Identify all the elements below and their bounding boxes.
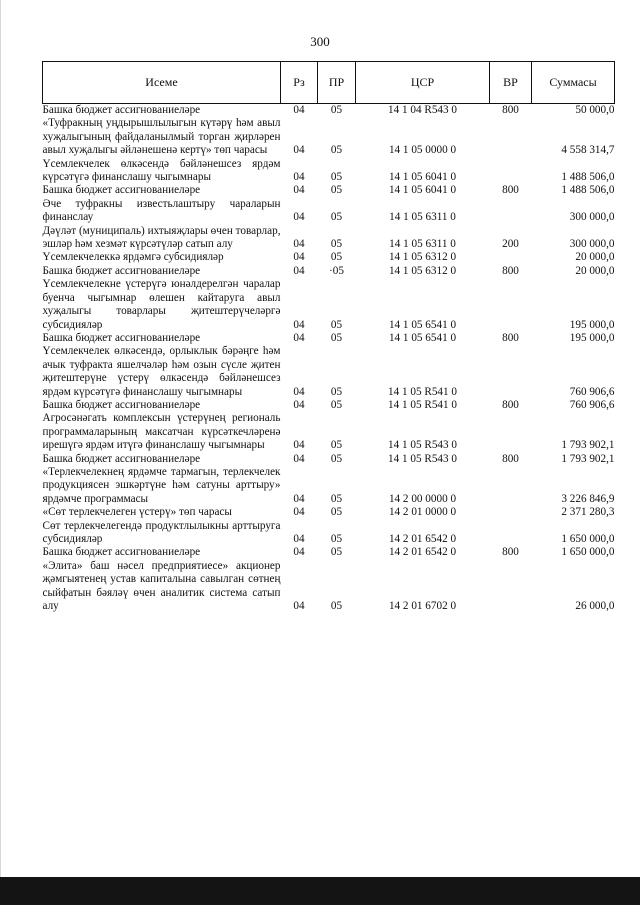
cell-csr: 14 1 05 R541 0 <box>388 385 457 398</box>
cell-sum: 20 000,0 <box>575 264 615 277</box>
cell-sum: 1 488 506,0 <box>561 171 615 184</box>
cell-sum: 26 000,0 <box>575 600 615 613</box>
cell-sum: 760 906,6 <box>569 385 615 398</box>
table-row <box>43 332 615 345</box>
cell-sum: 1 650 000,0 <box>561 546 615 559</box>
budget-table <box>42 61 615 613</box>
cell-csr: 14 1 05 6041 0 <box>388 184 457 197</box>
cell-vr <box>490 278 532 332</box>
cell-pr: 05 <box>330 492 343 505</box>
cell-name: Дәүләт (муниципаль) ихтыяҗлары өчен товарлар, эшләр һәм хезмәт күрсәтүләр сатып алу <box>42 224 281 251</box>
cell-csr: 14 1 05 R543 0 <box>388 452 457 465</box>
cell-name: «Сөт терлекчелеген үстерү» төп чарасы <box>42 506 232 519</box>
cell-sum: 2 371 280,3 <box>561 506 615 519</box>
cell-name: Үсемлекчелеккә ярдәмгә субсидияләр <box>42 251 224 264</box>
cell-csr: 14 1 05 6541 0 <box>388 331 457 344</box>
cell-vr <box>490 466 532 506</box>
table-row <box>43 466 615 506</box>
cell-name: Башка бюджет ассигнованиеләре <box>42 398 201 411</box>
cell-csr: 14 2 01 0000 0 <box>388 506 457 519</box>
cell-pr: 05 <box>330 600 343 613</box>
table-row <box>43 399 615 412</box>
cell-csr: 14 1 04 R543 0 <box>388 104 457 116</box>
table-row <box>43 225 615 252</box>
cell-sum: 760 906,6 <box>569 398 615 411</box>
cell-name: Агросәнәгать комплексын үстерүнең региональ программаларының максатчан күрсәткечләренә ирешүгә ярдәм итүгә финанслашу чыгымнары <box>42 412 281 452</box>
cell-rz: 04 <box>293 533 305 545</box>
cell-pr: 05 <box>330 385 343 398</box>
cell-pr: 05 <box>330 506 343 519</box>
cell-rz: 04 <box>293 144 305 157</box>
table-row <box>43 278 615 332</box>
cell-vr <box>490 560 532 614</box>
cell-pr: ·05 <box>329 264 344 277</box>
cell-rz: 04 <box>293 184 305 197</box>
cell-csr: 14 1 05 6312 0 <box>388 251 457 264</box>
cell-vr: 800 <box>502 184 519 197</box>
cell-csr: 14 1 05 0000 0 <box>388 144 457 157</box>
cell-vr: 200 <box>502 238 519 251</box>
cell-vr <box>490 412 532 452</box>
cell-rz: 04 <box>293 211 305 224</box>
col-header-rz: Рз <box>281 62 318 104</box>
col-header-sum: Суммасы <box>532 62 615 104</box>
cell-vr: 800 <box>502 452 519 465</box>
cell-sum: 195 000,0 <box>569 318 615 331</box>
page-number: 300 <box>310 34 330 49</box>
cell-pr: 05 <box>330 533 343 545</box>
table-row <box>43 251 615 264</box>
col-header-pr: ПР <box>318 62 356 104</box>
cell-rz: 04 <box>293 238 305 251</box>
cell-vr <box>490 345 532 399</box>
cell-name: Сөт терлекчелегендә продуктлылыкны арттыруга субсидияләр <box>42 519 281 545</box>
cell-csr: 14 1 05 6312 0 <box>388 264 457 277</box>
cell-pr: 05 <box>330 251 343 264</box>
cell-name: «Элита» баш нәсел предприятиесе» акционер җәмгыятенең устав капиталына савылган сөтнең сыйфатын бәяләү өчен аналитик система сатып алу <box>42 559 281 613</box>
cell-csr: 14 1 05 6541 0 <box>388 318 457 331</box>
cell-sum: 300 000,0 <box>569 211 615 224</box>
cell-sum: 3 226 846,9 <box>561 492 615 505</box>
cell-sum: 1 793 902,1 <box>561 439 615 452</box>
cell-name: Үсемлекчелек өлкәсендә бәйләнешсез ярдәм күрсәтүгә финанслашу чыгымнары <box>42 157 281 184</box>
cell-csr: 14 1 05 6311 0 <box>389 238 456 251</box>
cell-vr: 800 <box>502 331 519 344</box>
cell-csr: 14 2 01 6542 0 <box>388 546 457 559</box>
table-row <box>43 506 615 519</box>
cell-vr: 800 <box>502 398 519 411</box>
table-header-row <box>43 62 615 104</box>
cell-rz: 04 <box>293 492 305 505</box>
table-row <box>43 546 615 559</box>
cell-csr: 14 2 01 6542 0 <box>388 533 457 545</box>
table-row <box>43 560 615 614</box>
cell-sum: 4 558 314,7 <box>561 144 615 157</box>
cell-name: Башка бюджет ассигнованиеләре <box>42 546 201 559</box>
table-row <box>43 184 615 197</box>
cell-rz: 04 <box>293 506 305 519</box>
cell-pr: 05 <box>330 171 343 184</box>
scan-bottom-band <box>0 877 640 905</box>
cell-name: Үсемлекчелек өлкәсендә, орлыклык бәрәңге һәм ачык туфракта яшелчәләр һәм озын сүсле җитен җитештерүне үстерү өлкәсендә бәйләнешсез ярдәм күрсәтүгә финанслашу чыгымнары <box>42 345 281 398</box>
cell-csr: 14 1 05 6041 0 <box>388 171 457 184</box>
cell-name: Башка бюджет ассигнованиеләре <box>42 264 201 277</box>
scan-edge <box>0 0 1 877</box>
cell-vr <box>490 251 532 264</box>
cell-vr: 800 <box>502 546 519 559</box>
cell-rz: 04 <box>293 452 305 465</box>
cell-rz: 04 <box>293 251 305 264</box>
cell-csr: 14 2 00 0000 0 <box>388 492 457 505</box>
cell-csr: 14 1 05 R543 0 <box>388 439 457 452</box>
cell-name: Башка бюджет ассигнованиеләре <box>42 184 201 197</box>
cell-csr: 14 2 01 6702 0 <box>388 600 457 613</box>
cell-rz: 04 <box>293 264 305 277</box>
cell-name: «Терлекчелекнең ярдәмче тармагын, терлекчелек продукциясен эшкәртүне һәм сатуны арттыру» ярдәмче программасы <box>42 465 281 505</box>
cell-name: Башка бюджет ассигнованиеләре <box>42 331 201 344</box>
cell-name: «Туфракның уңдырышлылыгын күтәрү һәм авыл хуҗалыгының файдаланылмый торган җирләрен авыл хуҗалыгы әйләнешенә кертү» төп чарасы <box>42 117 281 157</box>
cell-rz: 04 <box>293 398 305 411</box>
table-row <box>43 265 615 278</box>
cell-sum: 1 793 902,1 <box>561 452 615 465</box>
cell-sum: 1 488 506,0 <box>561 184 615 197</box>
cell-pr: 05 <box>330 184 343 197</box>
cell-pr: 05 <box>330 331 343 344</box>
cell-rz: 04 <box>293 104 305 116</box>
cell-pr: 05 <box>330 398 343 411</box>
cell-pr: 05 <box>330 104 343 116</box>
cell-rz: 04 <box>293 171 305 184</box>
cell-rz: 04 <box>293 439 305 452</box>
cell-name: Әче туфракны известьлаштыру чараларын финанслау <box>42 197 281 224</box>
col-header-vr: ВР <box>490 62 532 104</box>
cell-vr <box>490 506 532 519</box>
cell-pr: 05 <box>330 238 343 251</box>
cell-rz: 04 <box>293 385 305 398</box>
table-row <box>43 453 615 466</box>
table-row <box>43 104 615 118</box>
cell-pr: 05 <box>330 546 343 559</box>
cell-name: Башка бюджет ассигнованиеләре <box>42 452 201 465</box>
cell-name: Башка бюджет ассигнованиеләре <box>42 104 201 116</box>
cell-sum: 300 000,0 <box>569 238 615 251</box>
cell-rz: 04 <box>293 600 305 613</box>
cell-pr: 05 <box>330 144 343 157</box>
table-row <box>43 158 615 185</box>
table-row <box>43 412 615 452</box>
cell-sum: 1 650 000,0 <box>561 533 615 545</box>
col-header-name: Исеме <box>43 62 281 104</box>
cell-name: Үсемлекчелекне үстерүгә юнәлдерелгән чаралар буенча чыгымнар өлешен кайтаруга авыл хуҗалыгы товарлары җитештерүчеләргә субсидияләр <box>42 278 281 331</box>
cell-sum: 20 000,0 <box>575 251 615 264</box>
cell-vr: 800 <box>502 264 519 277</box>
cell-rz: 04 <box>293 318 305 331</box>
cell-vr <box>490 158 532 185</box>
table-row <box>43 117 615 157</box>
cell-csr: 14 1 05 R541 0 <box>388 398 457 411</box>
cell-vr <box>490 198 532 225</box>
cell-pr: 05 <box>330 452 343 465</box>
cell-pr: 05 <box>330 439 343 452</box>
cell-sum: 50 000,0 <box>575 104 615 116</box>
cell-vr: 800 <box>502 104 519 116</box>
cell-csr: 14 1 05 6311 0 <box>389 211 456 224</box>
col-header-csr: ЦСР <box>356 62 490 104</box>
cell-vr <box>490 520 532 547</box>
cell-rz: 04 <box>293 546 305 559</box>
cell-pr: 05 <box>330 318 343 331</box>
cell-pr: 05 <box>330 211 343 224</box>
cell-vr <box>490 117 532 157</box>
table-row <box>43 520 615 547</box>
table-row <box>43 198 615 225</box>
cell-sum: 195 000,0 <box>569 331 615 344</box>
cell-rz: 04 <box>293 331 305 344</box>
table-row <box>43 345 615 399</box>
